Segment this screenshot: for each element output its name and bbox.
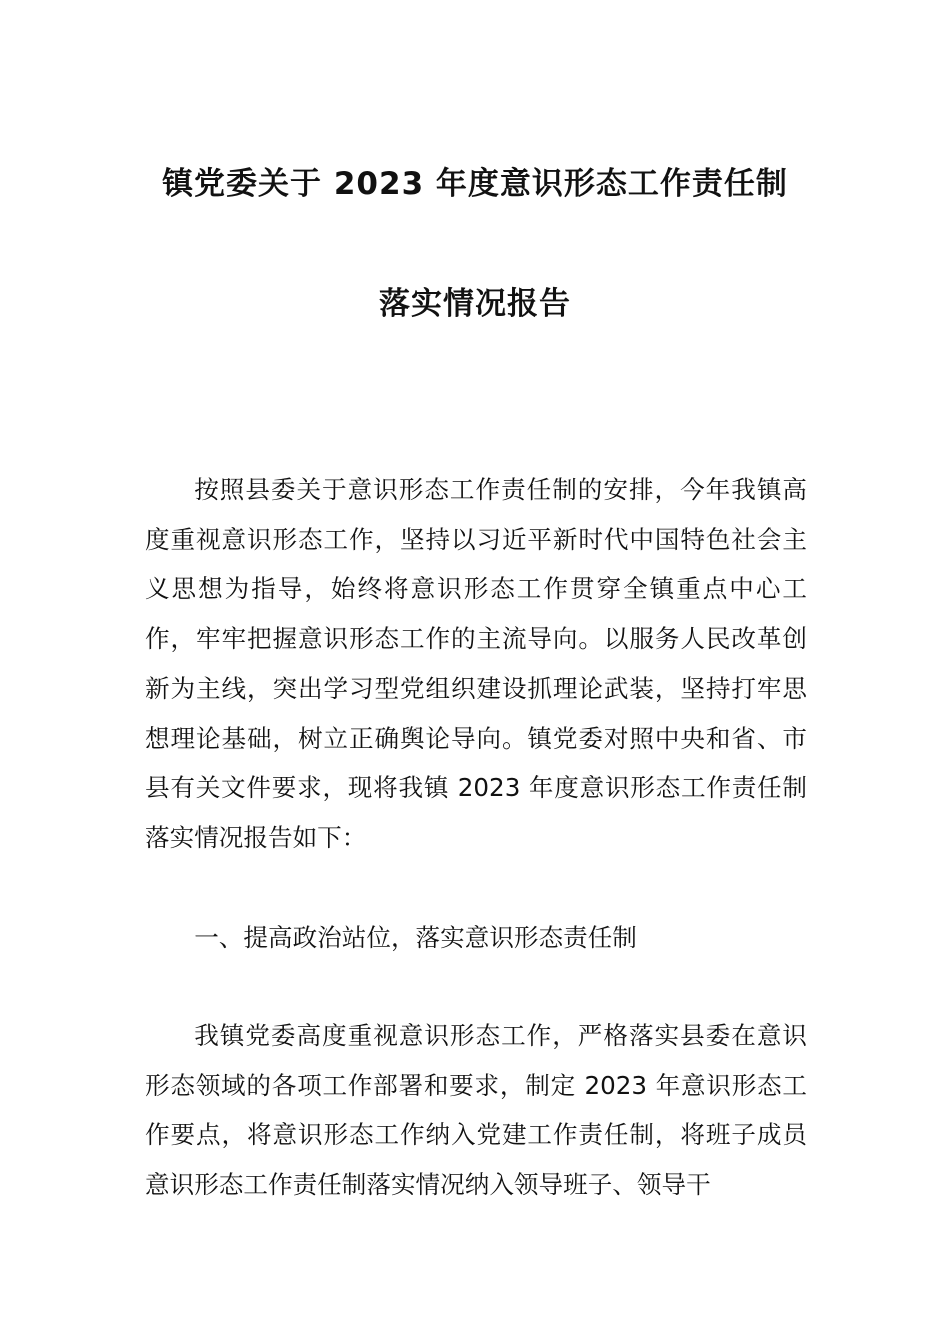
section-heading-1: 一、提高政治站位，落实意识形态责任制 [194,923,637,952]
section-1-paragraph: 我镇党委高度重视意识形态工作，严格落实县委在意识形态领域的各项工作部署和要求，制定 2023 年意识形态工作要点，将意识形态工作纳入党建工作责任制，将班子成员意识形态工作责任制落实情况纳入领导班子、领导干 [145,1021,807,1200]
document-title-line-2: 落实情况报告 [379,286,571,322]
intro-paragraph: 按照县委关于意识形态工作责任制的安排，今年我镇高度重视意识形态工作，坚持以习近平新时代中国特色社会主义思想为指导，始终将意识形态工作贯穿全镇重点中心工作，牢牢把握意识形态工作的主流导向。以服务人民改革创新为主线，突出学习型党组织建设抓理论武装，坚持打牢思想理论基础，树立正确舆论导向。镇党委对照中央和省、市县有关文件要求，现将我镇 2023 年度意识形态工作责任制落实情况报告如下： [145,475,807,852]
document-title-line-1: 镇党委关于 2023 年度意识形态工作责任制 [162,166,788,202]
